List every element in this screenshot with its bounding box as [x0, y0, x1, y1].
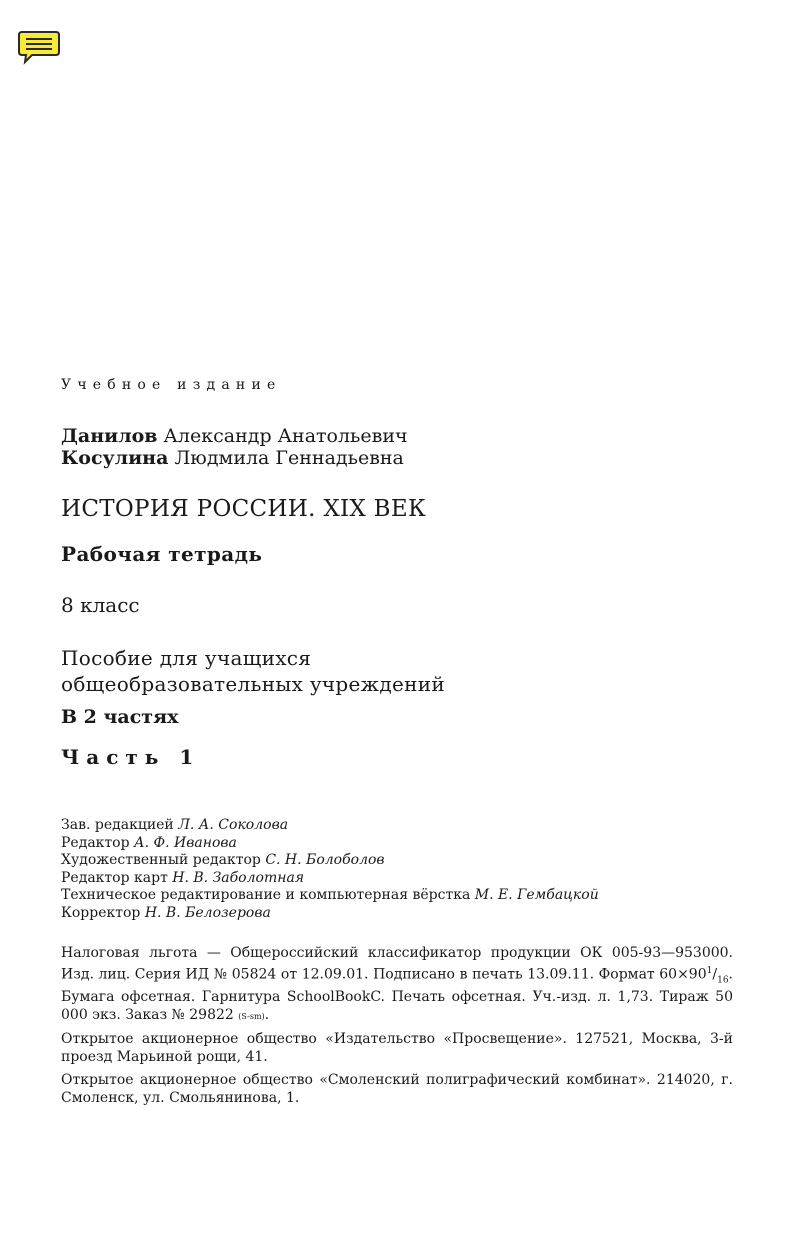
author-1: [61, 425, 408, 447]
credit-name: М. Е. Гембацкой: [474, 887, 599, 903]
publisher-info: Открытое акционерное общество «Издательство «Просвещение». 127521, Москва, 3-й проезд Марьиной рощи, 41.: [61, 1031, 733, 1065]
book-subtitle: Рабочая тетрадь: [61, 542, 263, 566]
author-2: [61, 447, 408, 469]
credit-name: Н. В. Заболотная: [172, 869, 305, 886]
parts-count: В 2 частях: [61, 706, 179, 728]
credit-name: С. Н. Болоболов: [265, 852, 385, 868]
credit-line: [61, 870, 599, 888]
credit-line: [61, 887, 599, 905]
author-1-surname: Данилов: [61, 425, 158, 447]
format-numerator: 1: [706, 965, 713, 976]
credit-role: Редактор карт: [61, 869, 168, 886]
purpose-line-1: Пособие для учащихся: [61, 646, 312, 670]
credit-role: Корректор: [61, 904, 141, 921]
printer-info: Открытое акционерное общество «Смоленский полиграфический комбинат». 214020, г. Смоленск, ул. Смольянинова, 1.: [61, 1072, 733, 1106]
credit-name: А. Ф. Иванова: [134, 834, 237, 851]
author-1-given: Александр Анатольевич: [163, 425, 408, 447]
print-details-part-1: Налоговая льгота — Общероссийский классификатор продукции ОК 005-93—953000. Изд. лиц. Серия ИД № 05824 от 12.09.01. Подписано в печать 13.09.11. Формат 60×90: [61, 945, 733, 983]
credit-role: Редактор: [61, 834, 130, 851]
credit-line: [61, 905, 599, 923]
imprint-block: [61, 945, 733, 1113]
edition-type: Учебное издание: [61, 377, 282, 393]
credit-name: Н. В. Белозерова: [144, 904, 271, 921]
credit-line: [61, 817, 599, 835]
print-details-part-2: . Бумага офсетная. Гарнитура SchoolBookC. Печать офсетная. Уч.-изд. л. 1,73. Тираж 50 000 экз. Заказ № 29822: [61, 966, 733, 1023]
credit-line: [61, 835, 599, 853]
order-note: (S-sm): [238, 1011, 265, 1021]
part-number: Часть 1: [61, 745, 201, 769]
authors: [61, 425, 408, 469]
print-details: Налоговая льгота — Общероссийский классификатор продукции ОК 005-93—953000. Изд. лиц. Серия ИД № 05824 от 12.09.01. Подписано в печать 13.09.11. Формат $60\times 90^1/_{16}$. Бумага офсетная. Гарнитура SchoolBookC. Печать офсетная. Уч.-изд. л. 1,73. Тираж 50 000 экз. Заказ № 29822 (S-sm).: [61, 945, 733, 1023]
author-2-given: Людмила Геннадьевна: [174, 447, 404, 469]
author-2-surname: Косулина: [61, 447, 169, 469]
purpose: [61, 645, 445, 697]
print-details-end: .: [264, 1006, 270, 1023]
credits: [61, 817, 599, 922]
comment-icon[interactable]: [18, 29, 60, 65]
purpose-line-2: общеобразовательных учреждений: [61, 672, 445, 696]
credit-role: Зав. редакцией: [61, 817, 174, 833]
book-title: ИСТОРИЯ РОССИИ. XIX ВЕК: [61, 496, 427, 522]
grade: 8 класс: [61, 593, 140, 617]
credit-line: [61, 852, 599, 870]
credit-role: Художественный редактор: [61, 852, 261, 868]
credit-role: Техническое редактирование и компьютерная вёрстка: [61, 887, 471, 903]
credit-name: Л. А. Соколова: [178, 817, 289, 833]
format-denominator: 16: [717, 974, 729, 985]
